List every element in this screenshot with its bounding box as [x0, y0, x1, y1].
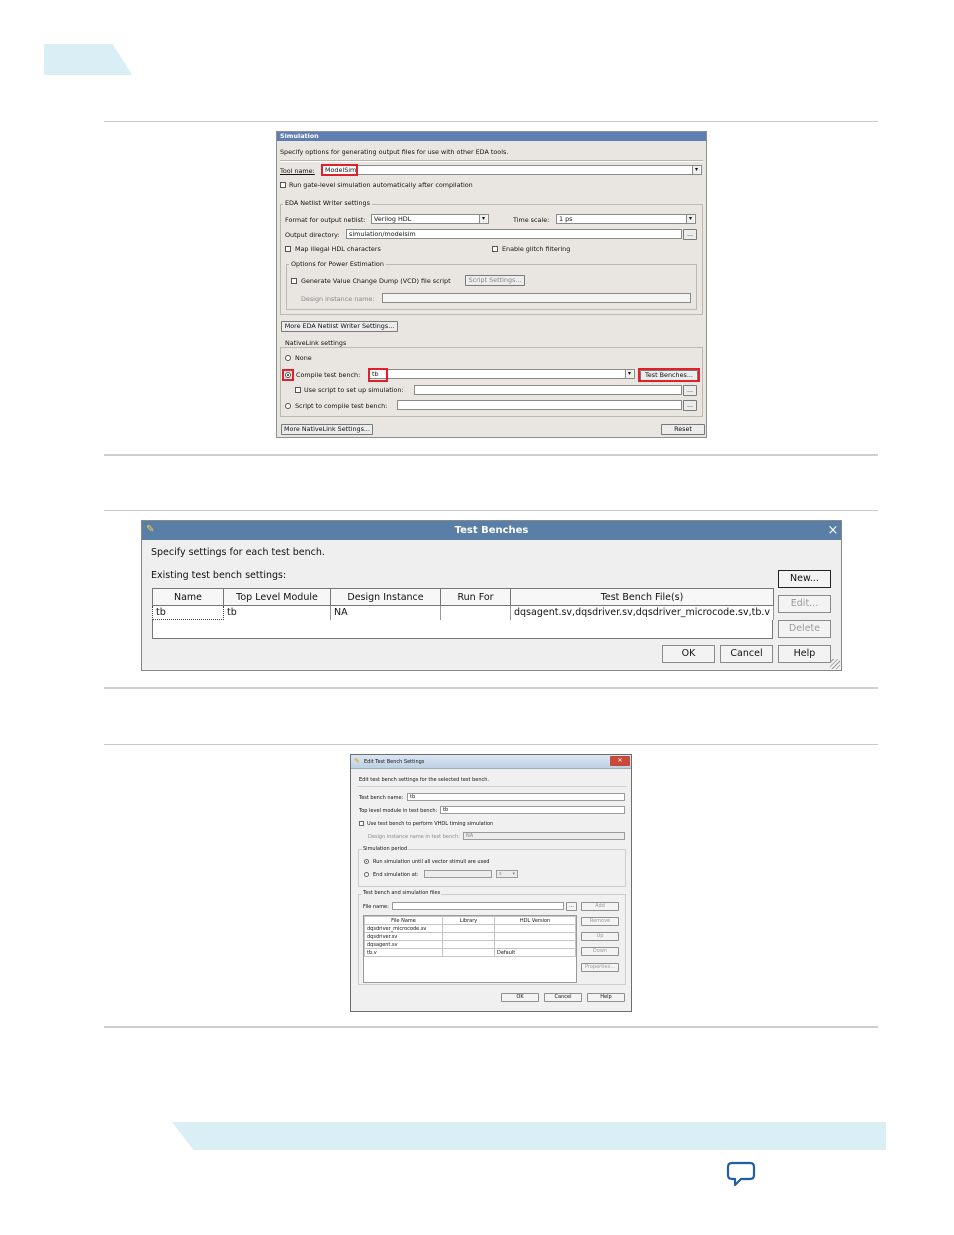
power-estimation-group: [286, 264, 697, 310]
speech-bubble-icon[interactable]: [726, 1160, 756, 1188]
table-cell: [443, 941, 495, 949]
figure-rule: [104, 687, 878, 689]
script-compile-input[interactable]: [397, 400, 682, 410]
tb-name-input[interactable]: [407, 793, 625, 801]
time-scale-value: 1 ps: [559, 215, 573, 223]
reset-button[interactable]: Reset: [661, 424, 705, 435]
design-instance-label: Design instance name in test bench:: [368, 834, 460, 840]
nativelink-group-label: NativeLink settings: [285, 339, 347, 347]
file-table-frame: [363, 915, 577, 983]
table-cell: tb: [224, 606, 331, 620]
pencil-app-icon: ✎: [146, 524, 155, 535]
file-table: [364, 916, 576, 957]
map-illegal-label: Map illegal HDL characters: [295, 245, 381, 253]
table-cell: tb.v: [365, 949, 443, 957]
netlist-group-label: EDA Netlist Writer settings: [285, 199, 370, 207]
end-at-radio[interactable]: [364, 872, 369, 877]
end-unit-dropdown[interactable]: [496, 870, 518, 878]
dialog-instruction: Specify settings for each test bench.: [151, 547, 325, 558]
new-button[interactable]: New...: [778, 570, 831, 588]
enable-glitch-checkbox[interactable]: [492, 246, 498, 252]
map-illegal-checkbox[interactable]: [285, 246, 291, 252]
sim-period-label: Simulation period: [363, 846, 408, 852]
table-cell: dqsagent.sv,dqsdriver.sv,dqsdriver_microcode.sv,tb.v: [511, 606, 774, 620]
design-instance-input[interactable]: [463, 832, 625, 840]
run-until-label: Run simulation until all vector stimuli are used: [373, 859, 490, 865]
more-netlist-settings-button[interactable]: More EDA Netlist Writer Settings...: [281, 321, 398, 332]
simulation-settings-panel: [276, 131, 707, 438]
table-cell: [495, 933, 576, 941]
end-at-input[interactable]: [424, 870, 492, 878]
file-name-input[interactable]: [392, 902, 564, 910]
format-dropdown[interactable]: [371, 214, 489, 224]
script-compile-radio[interactable]: [285, 403, 291, 409]
tool-name-dropdown[interactable]: [322, 165, 702, 175]
top-level-label: Top level module in test bench:: [359, 808, 438, 814]
output-dir-label: Output directory:: [285, 231, 340, 239]
vcd-checkbox[interactable]: [291, 278, 297, 284]
help-button[interactable]: Help: [587, 993, 625, 1002]
design-instance-input[interactable]: [382, 293, 691, 303]
test-benches-dialog: [141, 520, 842, 671]
none-radio[interactable]: [285, 355, 291, 361]
run-gate-level-label: Run gate-level simulation automatically after compilation: [289, 181, 473, 189]
footer-bar: [172, 1122, 886, 1150]
script-compile-label: Script to compile test bench:: [295, 402, 388, 410]
close-icon[interactable]: ×: [827, 523, 839, 538]
divider: [357, 786, 627, 787]
add-button[interactable]: Add: [581, 902, 619, 911]
cancel-button[interactable]: Cancel: [720, 645, 773, 663]
down-button[interactable]: Down: [581, 947, 619, 956]
highlight-box: [282, 369, 294, 381]
properties-button[interactable]: Properties...: [581, 963, 619, 972]
table-cell: NA: [331, 606, 441, 620]
table-cell: [443, 925, 495, 933]
dialog-instruction: Edit test bench settings for the selected test bench.: [359, 777, 489, 783]
dialog-title: Test Benches: [142, 521, 841, 540]
run-until-radio[interactable]: [364, 859, 369, 864]
delete-button[interactable]: Delete: [778, 620, 831, 638]
pencil-app-icon: ✎: [354, 757, 360, 765]
test-bench-table: [152, 588, 774, 620]
existing-settings-label: Existing test bench settings:: [151, 570, 287, 581]
use-script-checkbox[interactable]: [295, 387, 301, 393]
header-tab: [44, 44, 132, 75]
column-header[interactable]: File Name: [365, 917, 443, 925]
edit-button[interactable]: Edit...: [778, 595, 831, 613]
power-group-label: Options for Power Estimation: [291, 260, 384, 268]
highlight-box: [638, 368, 700, 382]
output-dir-browse-button[interactable]: ...: [683, 229, 697, 240]
table-cell: [495, 925, 576, 933]
divider: [280, 160, 703, 162]
panel-description: Specify options for generating output files for use with other EDA tools.: [280, 148, 509, 156]
tb-name-value: tb: [410, 794, 416, 800]
table-row[interactable]: [365, 925, 576, 933]
compile-test-bench-dropdown[interactable]: [369, 369, 635, 379]
script-compile-browse-button[interactable]: ...: [683, 400, 697, 411]
file-browse-button[interactable]: ...: [566, 902, 577, 911]
tb-name-label: Test bench name:: [359, 795, 404, 801]
use-vhdl-label: Use test bench to perform VHDL timing simulation: [367, 821, 494, 827]
use-script-label: Use script to set up simulation:: [304, 386, 404, 394]
files-group-label: Test bench and simulation files: [363, 890, 441, 896]
table-cell: dqsdriver.sv: [365, 933, 443, 941]
column-header[interactable]: Test Bench File(s): [511, 589, 774, 606]
use-vhdl-checkbox[interactable]: [359, 821, 364, 826]
cancel-button[interactable]: Cancel: [544, 993, 582, 1002]
column-header[interactable]: HDL Version: [495, 917, 576, 925]
panel-title: Simulation: [277, 132, 706, 141]
output-dir-input[interactable]: [346, 229, 682, 239]
chevron-down-icon: ▾: [512, 871, 515, 877]
top-level-input[interactable]: [440, 806, 625, 814]
use-script-input[interactable]: [414, 385, 682, 395]
compile-test-bench-value: tb: [372, 370, 379, 378]
highlight-box: [368, 368, 388, 382]
output-dir-value: simulation/modelsim: [349, 230, 416, 238]
figure-rule: [104, 1026, 878, 1028]
table-cell: [441, 606, 511, 620]
table-cell: [495, 941, 576, 949]
close-icon[interactable]: ✕: [610, 756, 630, 766]
test-benches-button[interactable]: Test Benches...: [640, 370, 698, 381]
ok-button[interactable]: OK: [662, 645, 715, 663]
table-row[interactable]: [365, 949, 576, 957]
compile-test-bench-label: Compile test bench:: [296, 371, 361, 379]
format-value: Verilog HDL: [374, 215, 412, 223]
edit-test-bench-settings-dialog: [350, 754, 632, 1012]
format-label: Format for output netlist:: [285, 216, 366, 224]
highlight-box: [321, 164, 358, 176]
table-cell: Default: [495, 949, 576, 957]
end-unit-value: s: [499, 871, 502, 877]
table-cell: tb: [153, 606, 224, 620]
run-gate-level-checkbox[interactable]: [280, 182, 286, 188]
column-header[interactable]: Name: [153, 589, 224, 606]
script-settings-button[interactable]: Script Settings...: [465, 275, 525, 286]
none-label: None: [295, 354, 312, 362]
table-cell: dqsdriver_microcode.sv: [365, 925, 443, 933]
figure-rule: [104, 744, 878, 745]
file-name-label: File name:: [363, 904, 389, 910]
table-row[interactable]: [365, 933, 576, 941]
ok-button[interactable]: OK: [501, 993, 539, 1002]
use-script-browse-button[interactable]: ...: [683, 385, 697, 396]
time-scale-dropdown[interactable]: [556, 214, 696, 224]
tool-name-label: Tool name:: [280, 167, 315, 175]
table-cell: dqsagent.sv: [365, 941, 443, 949]
table-cell: [443, 933, 495, 941]
top-level-value: tb: [443, 807, 449, 813]
column-header[interactable]: Top Level Module: [224, 589, 331, 606]
figure-rule: [104, 121, 878, 122]
design-instance-label: Design instance name:: [301, 295, 375, 303]
enable-glitch-label: Enable glitch filtering: [502, 245, 571, 253]
remove-button[interactable]: Remove: [581, 917, 619, 926]
dialog-title: Edit Test Bench Settings: [364, 759, 425, 765]
resize-grip-icon: [830, 659, 840, 669]
column-header[interactable]: Run For: [441, 589, 511, 606]
tool-name-value: ModelSim: [325, 166, 357, 174]
table-row[interactable]: [153, 606, 774, 620]
table-row[interactable]: [365, 941, 576, 949]
figure-rule: [104, 454, 878, 456]
up-button[interactable]: Up: [581, 932, 619, 941]
time-scale-label: Time scale:: [513, 216, 550, 224]
help-button[interactable]: Help: [778, 645, 831, 663]
simulation-period-group: [358, 849, 626, 887]
end-at-label: End simulation at:: [373, 872, 419, 878]
column-header[interactable]: Library: [443, 917, 495, 925]
figure-rule: [104, 510, 878, 511]
vcd-label: Generate Value Change Dump (VCD) file script: [301, 277, 451, 285]
table-cell: [443, 949, 495, 957]
column-header[interactable]: Design Instance: [331, 589, 441, 606]
design-instance-value: NA: [466, 833, 474, 839]
more-nativelink-settings-button[interactable]: More NativeLink Settings...: [281, 424, 373, 435]
